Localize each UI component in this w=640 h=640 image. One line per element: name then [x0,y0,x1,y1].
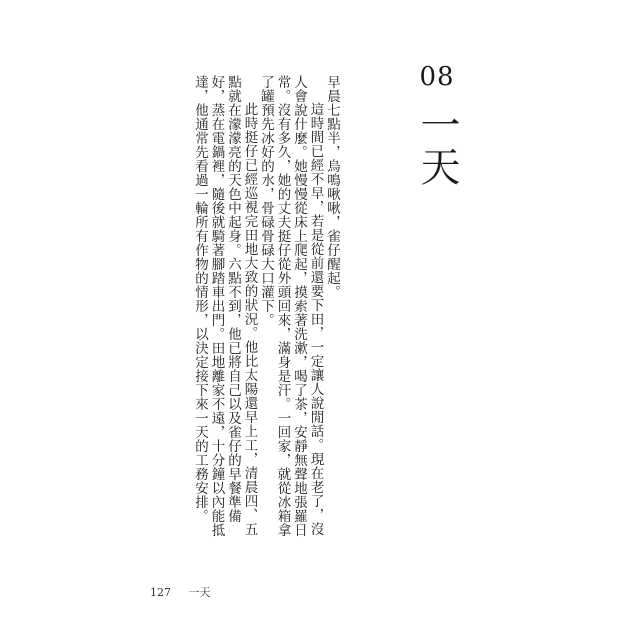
paragraph: 這時間已經不早，若是從前還要下田，一定讓人說閒話。現在老了，沒人會說什麼。她慢慢從床上爬起，摸索著洗漱，喝了茶，安靜無聲地張羅日常。沒有多久，她的丈夫挺仔從外頭回來，滿身是汗。一回家，就從冰箱拿了罐預先冰好的水，骨碌骨碌大口灌下。 [258,75,324,537]
paragraph: 早晨七點半，烏鳴啾啾，雀仔醒起。 [324,75,340,299]
page-footer [150,584,211,600]
paragraph: 此時挺仔已經巡視完田地大致的狀況。他比太陽還早上工，清晨四、五點就在濛濛亮的天色中起身。六點不到，他已將自己以及雀仔的早餐準備好，蒸在電鍋裡，隨後就騎著腳踏車出門。田地離家不遠，十分鐘以內能抵達，他通常先看過一輪所有作物的情形，以決定接下來一天的工務安排。 [192,75,258,537]
page-number: 127 [150,586,171,599]
running-title: 一天 [188,586,211,599]
body-text [144,75,340,545]
chapter-number: 08 [419,62,455,92]
chapter-title: 一天 [414,104,460,188]
